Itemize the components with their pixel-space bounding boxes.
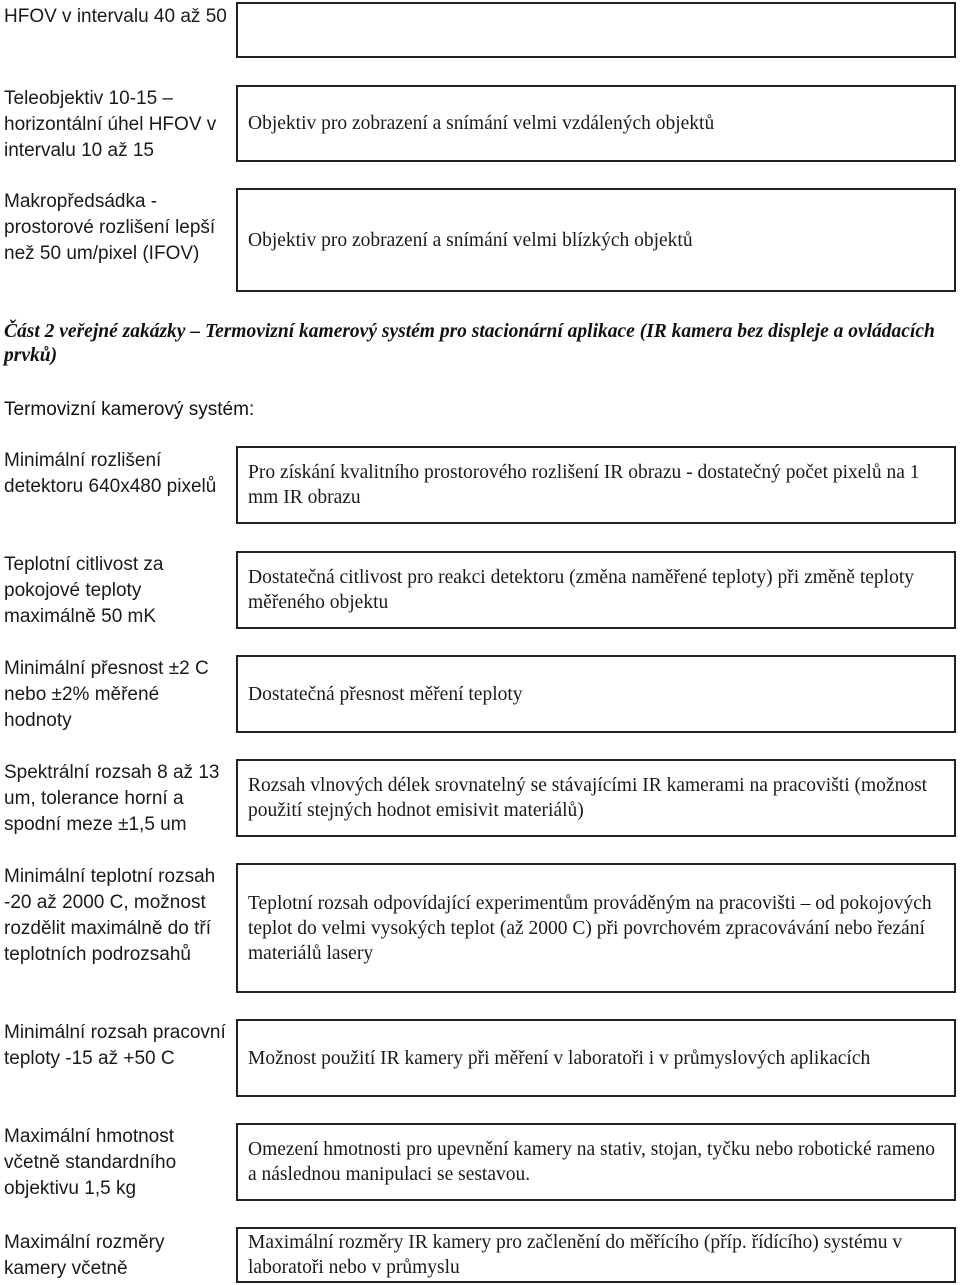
requirement-description-box	[236, 2, 956, 58]
requirement-description: Dostatečná přesnost měření teploty	[248, 683, 523, 705]
requirement-label: Maximální hmotnost včetně standardního objektivu 1,5 kg	[4, 1126, 177, 1199]
requirement-description: Dostatečná citlivost pro reakci detektoru (změna naměřené teploty) při změně teploty měřeného objektu	[248, 567, 914, 613]
requirement-description-box	[236, 551, 956, 629]
requirement-description: Pro získání kvalitního prostorového rozlišení IR obrazu - dostatečný počet pixelů na 1 mm IR obrazu	[248, 462, 920, 508]
requirement-description: Objektiv pro zobrazení a snímání velmi blízkých objektů	[248, 229, 693, 251]
requirement-label: Minimální teplotní rozsah -20 až 2000 C, možnost rozdělit maximálně do tří teplotních podrozsahů	[4, 866, 216, 965]
requirement-label: Teleobjektiv 10-15 – horizontální úhel HFOV v intervalu 10 až 15	[4, 88, 217, 161]
requirement-description-box	[236, 863, 956, 993]
requirement-description: Teplotní rozsah odpovídající experimentům prováděným na pracovišti – od pokojových teplot do velmi vysokých teplot (až 2000 C) při povrchovém zpracovávání nebo řezání materiálů lasery	[248, 892, 932, 964]
requirement-description: Maximální rozměry IR kamery pro začlenění do měřícího (příp. řídícího) systému v laboratoři nebo v průmyslu	[248, 1232, 903, 1278]
requirement-description: Rozsah vlnových délek srovnatelný se stávajícími IR kamerami na pracovišti (možnost použití stejných hodnot emisivit materiálů)	[248, 775, 928, 821]
requirement-description-box	[236, 655, 956, 733]
requirement-label: Maximální rozměry kamery včetně	[4, 1232, 165, 1279]
requirement-label: Teplotní citlivost za pokojové teploty maximálně 50 mK	[4, 554, 164, 627]
requirement-label: Minimální rozsah pracovní teploty -15 až +50 C	[4, 1022, 226, 1069]
requirement-description-box	[236, 1019, 956, 1097]
requirement-label: Minimální přesnost ±2 C nebo ±2% měřené hodnoty	[4, 658, 209, 731]
requirement-description-box	[236, 759, 956, 837]
requirement-description-box	[236, 1227, 956, 1283]
requirement-description-box	[236, 1123, 956, 1201]
section-subheading: Termovizní kamerový systém:	[4, 399, 255, 420]
requirement-description-box	[236, 85, 956, 162]
section-heading: Část 2 veřejné zakázky – Termovizní kamerový systém pro stacionární aplikace (IR kamera bez displeje a ovládacích prvků)	[4, 321, 935, 366]
requirement-description-box	[236, 188, 956, 292]
requirement-description: Objektiv pro zobrazení a snímání velmi vzdálených objektů	[248, 113, 715, 134]
requirement-description: Omezení hmotnosti pro upevnění kamery na stativ, stojan, tyčku nebo robotické rameno a následnou manipulaci se sestavou.	[248, 1139, 936, 1185]
requirement-label: Spektrální rozsah 8 až 13 um, tolerance horní a spodní meze ±1,5 um	[4, 762, 220, 835]
requirement-description: Možnost použití IR kamery při měření v laboratoři i v průmyslových aplikacích	[248, 1047, 871, 1069]
requirement-description-box	[236, 446, 956, 524]
requirement-label: Minimální rozlišení detektoru 640x480 pixelů	[4, 450, 217, 497]
requirement-label: HFOV v intervalu 40 až 50	[4, 6, 227, 27]
requirement-label: Makropředsádka - prostorové rozlišení lepší než 50 um/pixel (IFOV)	[4, 191, 216, 264]
